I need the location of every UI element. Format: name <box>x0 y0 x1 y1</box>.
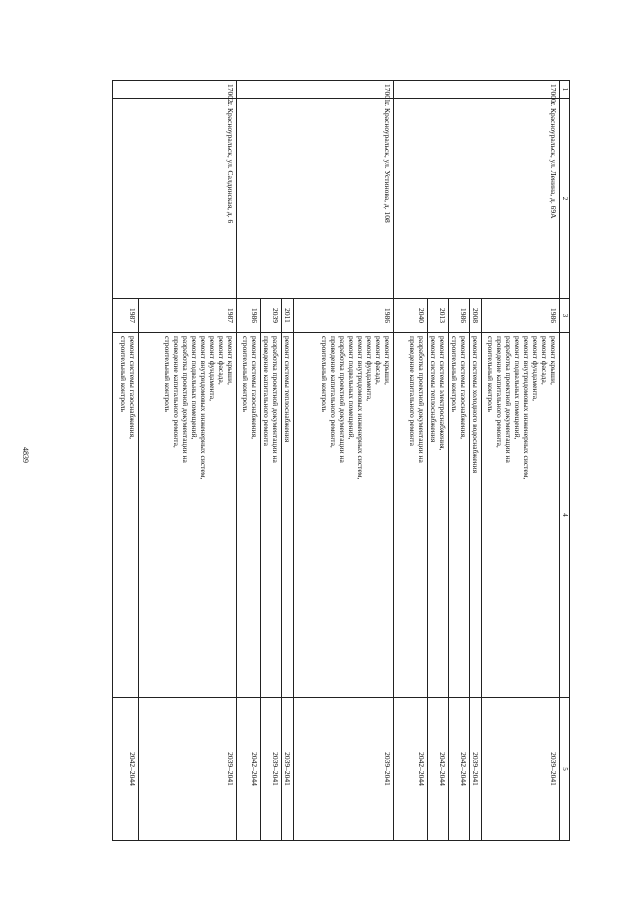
work-type-line: ремонт подвальных помещений, <box>513 336 522 440</box>
work-year: 1986 <box>237 299 261 333</box>
work-type-line: ремонт фасада, <box>217 336 226 385</box>
planned-period: 2039–2041 <box>282 698 294 841</box>
work-year: 1987 <box>113 299 139 333</box>
work-type-line: строительный контроль <box>119 336 128 412</box>
work-year: 2040 <box>394 299 428 333</box>
work-year: 2008 <box>470 299 482 333</box>
planned-period: 2042–2044 <box>113 698 139 841</box>
planned-period: 2039–2041 <box>261 698 282 841</box>
work-type-line: ремонт фасада, <box>374 336 383 385</box>
work-type-line: строительный контроль <box>450 336 459 412</box>
work-types <box>113 333 139 698</box>
work-types <box>470 333 482 698</box>
work-type-line: ремонт фасада, <box>540 336 549 385</box>
work-type-line: ремонт крыши, <box>549 336 558 385</box>
work-type-line: ремонт внутридомовых инженерных систем, <box>356 336 365 480</box>
work-types <box>394 333 428 698</box>
planned-period: 2039–2041 <box>294 698 394 841</box>
work-type-line: ремонт системы газоснабжения, <box>250 336 259 440</box>
table-row <box>139 81 237 841</box>
planned-period: 2042–2044 <box>394 698 428 841</box>
rotated-page <box>90 80 570 840</box>
work-type-line: ремонт подвальных помещений, <box>190 336 199 440</box>
page-number: 4839 <box>21 447 30 463</box>
header-cell-2: 2 <box>560 99 570 299</box>
work-type-line: строительный контроль <box>486 336 495 412</box>
work-year: 1986 <box>449 299 470 333</box>
row-number: 17000. <box>394 81 560 99</box>
work-types <box>261 333 282 698</box>
planned-period: 2042–2044 <box>449 698 470 841</box>
header-cell-1: 1 <box>560 81 570 99</box>
work-type-line: разработка проектной документации на <box>271 336 280 463</box>
work-year: 1987 <box>139 299 237 333</box>
header-row <box>560 81 570 841</box>
work-type-line: ремонт крыши, <box>383 336 392 385</box>
work-type-line: ремонт системы теплоснабжения <box>429 336 438 443</box>
work-type-line: строительный контроль <box>163 336 172 412</box>
work-type-line: проведение капитального ремонта <box>408 336 417 446</box>
work-type-line: проведение капитального ремонта, <box>495 336 504 448</box>
work-types <box>449 333 470 698</box>
work-types <box>482 333 560 698</box>
work-type-line: ремонт фундамента, <box>365 336 374 401</box>
planned-period: 2039–2041 <box>482 698 560 841</box>
work-year: 1986 <box>482 299 560 333</box>
work-types <box>139 333 237 698</box>
work-type-line: ремонт фундамента, <box>531 336 540 401</box>
work-year: 1986 <box>294 299 394 333</box>
work-year: 2039 <box>261 299 282 333</box>
work-type-line: разработка проектной документации на <box>181 336 190 463</box>
work-type-line: ремонт системы теплоснабжения <box>283 336 292 443</box>
work-type-line: строительный контроль <box>241 336 250 412</box>
building-address: г. Красноуральск, ул. Салдинская, д. 6 <box>113 99 237 299</box>
building-address: г. Красноуральск, ул. Ленина, д. 69А <box>394 99 560 299</box>
table-row <box>482 81 560 841</box>
planned-period: 2042–2044 <box>428 698 449 841</box>
work-year: 2011 <box>282 299 294 333</box>
work-type-line: строительный контроль <box>320 336 329 412</box>
work-type-line: ремонт внутридомовых инженерных систем, <box>199 336 208 480</box>
building-address: г. Красноуральск, ул. Устинова, д. 108 <box>237 99 394 299</box>
planned-period: 2042–2044 <box>237 698 261 841</box>
work-type-line: проведение капитального ремонта <box>262 336 271 446</box>
work-types <box>428 333 449 698</box>
work-type-line: ремонт фундамента, <box>208 336 217 401</box>
work-type-line: ремонт крыши, <box>226 336 235 385</box>
work-types <box>237 333 261 698</box>
table-row <box>294 81 394 841</box>
header-cell-3: 3 <box>560 299 570 333</box>
row-number: 17002. <box>113 81 237 99</box>
work-type-line: проведение капитального ремонта, <box>329 336 338 448</box>
work-type-line: ремонт внутридомовых инженерных систем, <box>522 336 531 480</box>
work-type-line: проведение капитального ремонта, <box>172 336 181 448</box>
work-type-line: разработка проектной документации на <box>417 336 426 463</box>
work-type-line: разработка проектной документации на <box>504 336 513 463</box>
header-cell-4: 4 <box>560 333 570 698</box>
work-type-line: ремонт системы холодного водоснабжения <box>471 336 480 474</box>
work-type-line: ремонт подвальных помещений, <box>347 336 356 440</box>
work-type-line: ремонт системы электроснабжения, <box>438 336 447 451</box>
work-types <box>282 333 294 698</box>
row-number: 17001. <box>237 81 394 99</box>
work-type-line: ремонт системы газоснабжения, <box>128 336 137 440</box>
header-cell-5: 5 <box>560 698 570 841</box>
repair-schedule-table <box>112 80 570 841</box>
work-types <box>294 333 394 698</box>
planned-period: 2039–2041 <box>139 698 237 841</box>
work-type-line: разработка проектной документации на <box>338 336 347 463</box>
work-type-line: ремонт системы газоснабжения, <box>459 336 468 440</box>
work-year: 2013 <box>428 299 449 333</box>
planned-period: 2039–2041 <box>470 698 482 841</box>
